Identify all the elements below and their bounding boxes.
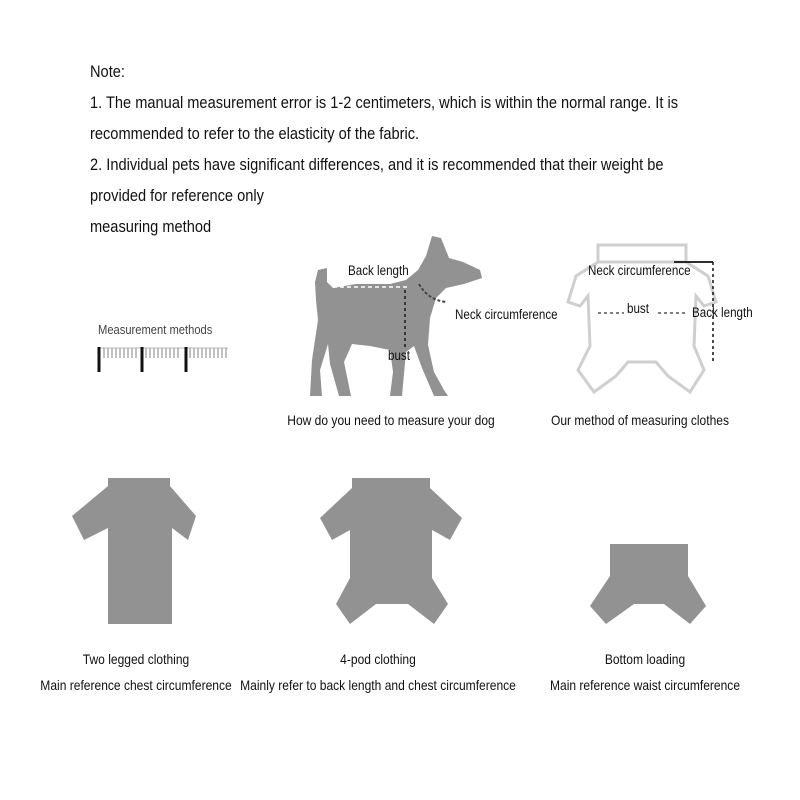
four-pod-clothing-shape (320, 478, 462, 624)
type-two-legged-title: Two legged clothing (82, 651, 190, 667)
type-bottom-loading-title: Bottom loading (604, 651, 686, 667)
note-line-2: recommended to refer to the elasticity of the fabric. (90, 124, 420, 143)
ruler-label: Measurement methods (98, 322, 213, 337)
type-bottom-loading-desc: Main reference waist circumference (549, 677, 741, 693)
clothes-caption: Our method of measuring clothes (550, 412, 730, 428)
bottom-loading-shape (590, 544, 706, 624)
type-four-pod-desc: Mainly refer to back length and chest circumference (240, 677, 516, 693)
dog-back-length-label: Back length (348, 263, 409, 278)
type-four-pod-title: 4-pod clothing (340, 651, 416, 667)
note-line-3: 2. Individual pets have significant differences, and it is recommended that their weight be (90, 155, 664, 174)
clothes-back-length-label: Back length (692, 305, 753, 320)
dog-neck-label: Neck circumference (455, 307, 558, 322)
note-line-5: measuring method (90, 217, 212, 236)
dog-bust-label: bust (388, 348, 410, 363)
two-legged-clothing-shape (72, 478, 196, 624)
ruler-icon (98, 347, 228, 372)
note-heading: Note: (90, 62, 125, 81)
note-line-4: provided for reference only (90, 186, 264, 205)
clothes-neck-label: Neck circumference (588, 263, 691, 278)
note-line-1: 1. The manual measurement error is 1-2 centimeters, which is within the normal range. It is (90, 93, 679, 112)
clothes-bust-label: bust (627, 301, 649, 316)
dog-caption: How do you need to measure your dog (287, 412, 495, 428)
type-two-legged-desc: Main reference chest circumference (40, 677, 232, 693)
